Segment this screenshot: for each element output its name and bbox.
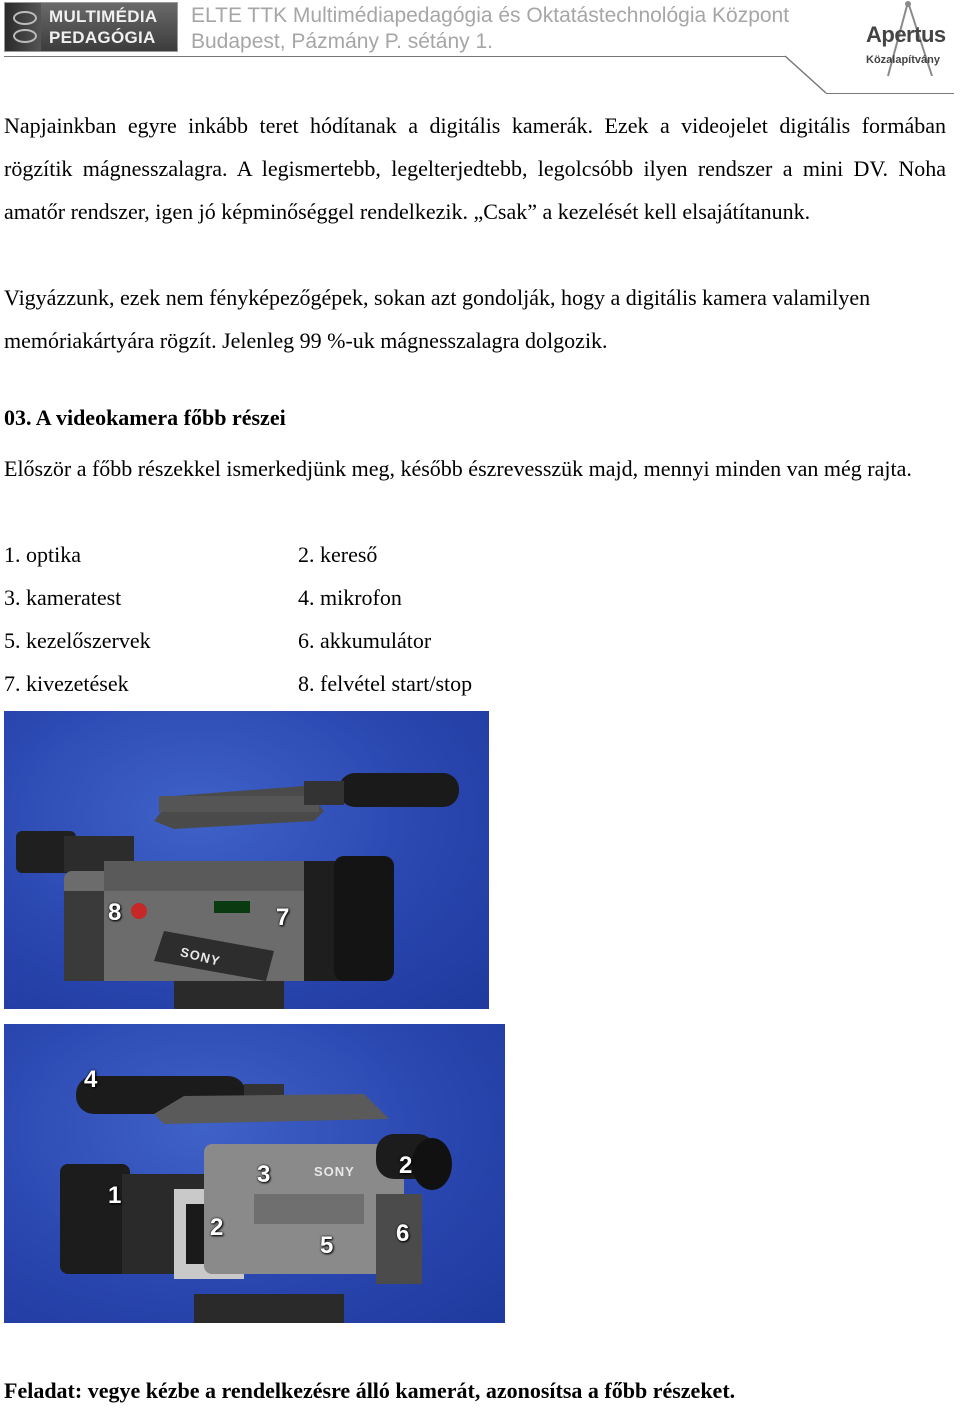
institution-name: ELTE TTK Multimédiapedagógia és Oktatástechnológia Központ [191,4,790,27]
film-strip-icon [5,3,41,51]
institution-address: Budapest, Pázmány P. sétány 1. [191,30,493,53]
part-label: 5 [320,1232,334,1259]
parts-list [4,533,604,705]
apertus-logo [862,0,952,80]
header-rule-right [826,93,954,94]
part-item: 7. kivezetések [4,671,129,696]
camera-illustration [4,711,489,1009]
part-item: 1. optika [4,542,81,567]
logo-left-line2: PEDAGÓGIA [49,28,156,47]
multimedia-pedagogia-logo [4,2,178,52]
intro-paragraph: Napjainkban egyre inkább teret hódítanak a digitális kamerák. Ezek a videojelet digitális formában rögzítik mágnesszalagra. A legismertebb, legelterjedtebb, legolcsóbb ilyen rendszer a mini DV. Noha amatőr rendszer, igen jó képminőséggel rendelkezik. „Csak” a kezelését kell elsajátítanunk. [4,113,946,224]
camera-illustration [4,1024,505,1323]
part-item: 5. kezelőszervek [4,628,151,653]
list-item [4,619,604,662]
part-label: 1 [108,1182,122,1209]
list-item [4,662,604,705]
part-item: 4. mikrofon [298,585,402,610]
part-label: 2 [399,1152,413,1179]
part-item: 2. kereső [298,542,378,567]
page-header [0,0,960,100]
task-instruction: Feladat: vegye kézbe a rendelkezésre álló kamerát, azonosítsa a főbb részeket. [4,1378,736,1403]
apertus-brand: Apertus [866,22,946,47]
part-item: 3. kameratest [4,585,122,610]
sony-brand-mark: SONY [314,1164,355,1179]
list-item [4,533,604,576]
part-item: 8. felvétel start/stop [298,671,473,696]
camera-photo-side [4,711,489,1009]
part-label: 7 [276,904,290,931]
logo-left-line1: MULTIMÉDIA [49,7,158,26]
parts-intro-paragraph: Először a főbb részekkel ismerkedjünk meg, később észrevesszük majd, mennyi minden van még rajta. [4,456,912,481]
part-label: 8 [108,899,122,926]
apertus-sub: Közalapítvány [866,54,940,66]
camera-photo-front [4,1024,505,1323]
list-item [4,576,604,619]
header-rule-slope [784,55,830,97]
section-heading: 03. A videokamera főbb részei [4,405,286,430]
part-label: 4 [84,1066,98,1093]
part-label: 3 [257,1161,271,1188]
header-rule [4,56,786,57]
sony-brand-mark: SONY [178,944,223,969]
part-label: 2 [210,1214,224,1241]
part-item: 6. akkumulátor [298,628,432,653]
part-label: 6 [396,1220,410,1247]
warning-paragraph: Vigyázzunk, ezek nem fényképezőgépek, sokan azt gondolják, hogy a digitális kamera valamilyen memóriakártyára rögzít. Jelenleg 99 %-uk mágnesszalagra dolgozik. [4,285,871,353]
